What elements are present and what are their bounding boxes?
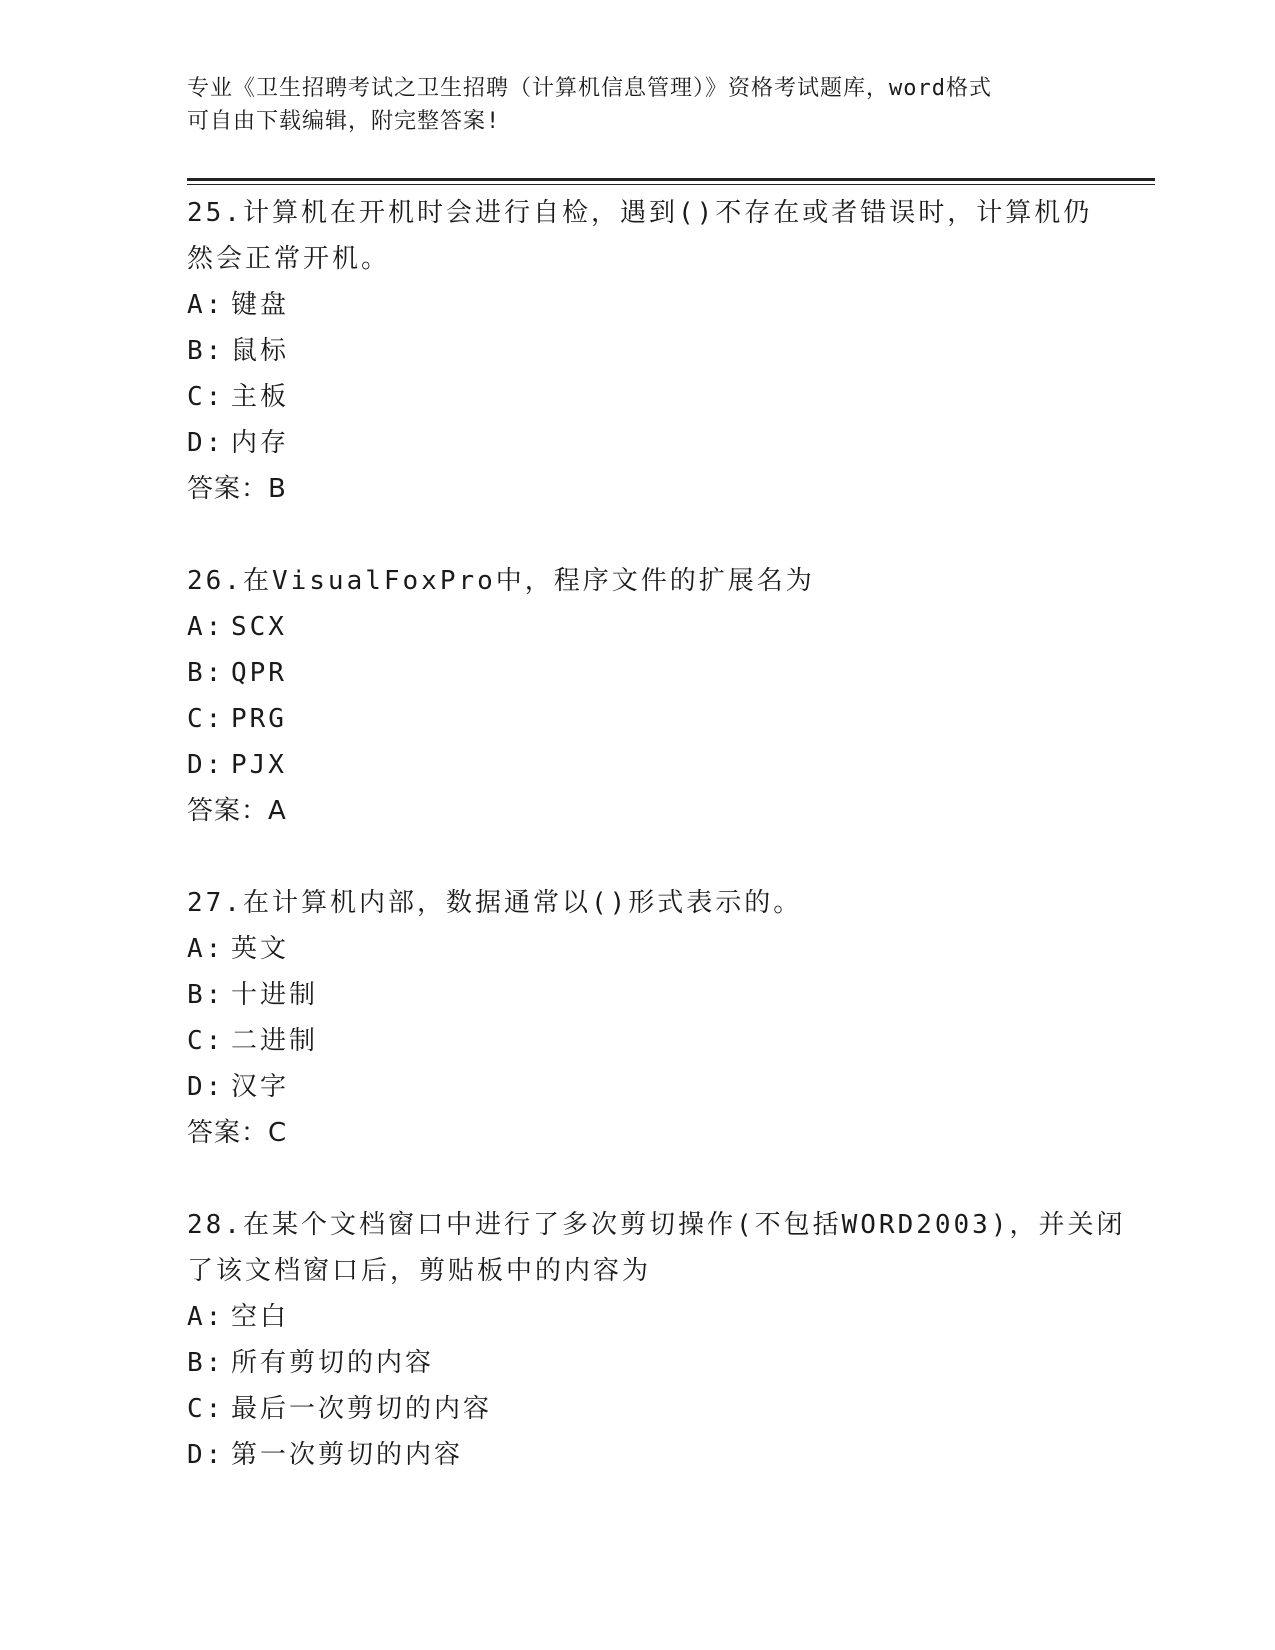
option-letter: A: [187, 1302, 225, 1332]
question-28 [187, 1202, 1126, 1478]
option-text: 所有剪切的内容 [231, 1348, 435, 1378]
option-letter: D: [187, 750, 225, 780]
option-text: QPR [231, 658, 287, 688]
option-text: 空白 [231, 1302, 290, 1332]
option-letter: D: [187, 1072, 225, 1102]
option-letter: C: [187, 382, 225, 412]
option-c [187, 1018, 1087, 1064]
option-text: 鼠标 [231, 336, 290, 366]
question-25 [187, 190, 1093, 512]
option-text: 英文 [231, 934, 290, 964]
question-text: 然会正常开机。 [187, 244, 391, 274]
option-text: PRG [231, 704, 287, 734]
option-letter: C: [187, 1026, 225, 1056]
option-letter: C: [187, 704, 225, 734]
question-text: 27.在计算机内部，数据通常以()形式表示的。 [187, 888, 803, 918]
option-c [187, 374, 1087, 420]
question-text: 了该文档窗口后，剪贴板中的内容为 [187, 1256, 652, 1286]
answer-line: 答案：C [187, 1118, 288, 1148]
header-divider-thick [187, 178, 1155, 181]
option-text: 汉字 [231, 1072, 290, 1102]
header-divider-thin [187, 184, 1155, 185]
option-letter: C: [187, 1394, 225, 1424]
option-d [187, 1064, 1087, 1110]
option-b [187, 972, 1087, 1018]
option-d [187, 742, 1087, 788]
option-text: 十进制 [231, 980, 319, 1010]
option-letter: D: [187, 1440, 225, 1470]
answer-line: 答案：B [187, 474, 287, 504]
option-letter: B: [187, 658, 225, 688]
option-b [187, 1340, 1087, 1386]
option-d [187, 420, 1087, 466]
option-letter: A: [187, 934, 225, 964]
option-letter: B: [187, 1348, 225, 1378]
option-a [187, 282, 1087, 328]
option-text: 二进制 [231, 1026, 319, 1056]
question-26 [187, 558, 1087, 834]
question-list [187, 190, 1126, 1524]
answer-line: 答案：A [187, 796, 287, 826]
option-text: 主板 [231, 382, 290, 412]
option-c [187, 1386, 1087, 1432]
option-text: PJX [231, 750, 287, 780]
option-text: 内存 [231, 428, 290, 458]
option-d [187, 1432, 1087, 1478]
option-letter: B: [187, 336, 225, 366]
option-b [187, 328, 1087, 374]
option-text: SCX [231, 612, 287, 642]
option-text: 第一次剪切的内容 [231, 1440, 464, 1470]
question-text: 25.计算机在开机时会进行自检，遇到()不存在或者错误时，计算机仍 [187, 198, 1093, 228]
option-c [187, 696, 1087, 742]
header-line-1: 专业《卫生招聘考试之卫生招聘（计算机信息管理）》资格考试题库，word格式 [187, 76, 992, 101]
question-text: 26.在VisualFoxPro中，程序文件的扩展名为 [187, 566, 815, 596]
option-a [187, 604, 1087, 650]
option-letter: B: [187, 980, 225, 1010]
header-line-2: 可自由下载编辑，附完整答案! [187, 109, 501, 134]
question-27 [187, 880, 1087, 1156]
option-a [187, 926, 1087, 972]
option-b [187, 650, 1087, 696]
option-letter: A: [187, 612, 225, 642]
document-header [187, 72, 1067, 138]
option-text: 最后一次剪切的内容 [231, 1394, 493, 1424]
option-letter: A: [187, 290, 225, 320]
question-text: 28.在某个文档窗口中进行了多次剪切操作(不包括WORD2003)，并关闭 [187, 1210, 1126, 1240]
option-text: 键盘 [231, 290, 290, 320]
option-a [187, 1294, 1087, 1340]
option-letter: D: [187, 428, 225, 458]
